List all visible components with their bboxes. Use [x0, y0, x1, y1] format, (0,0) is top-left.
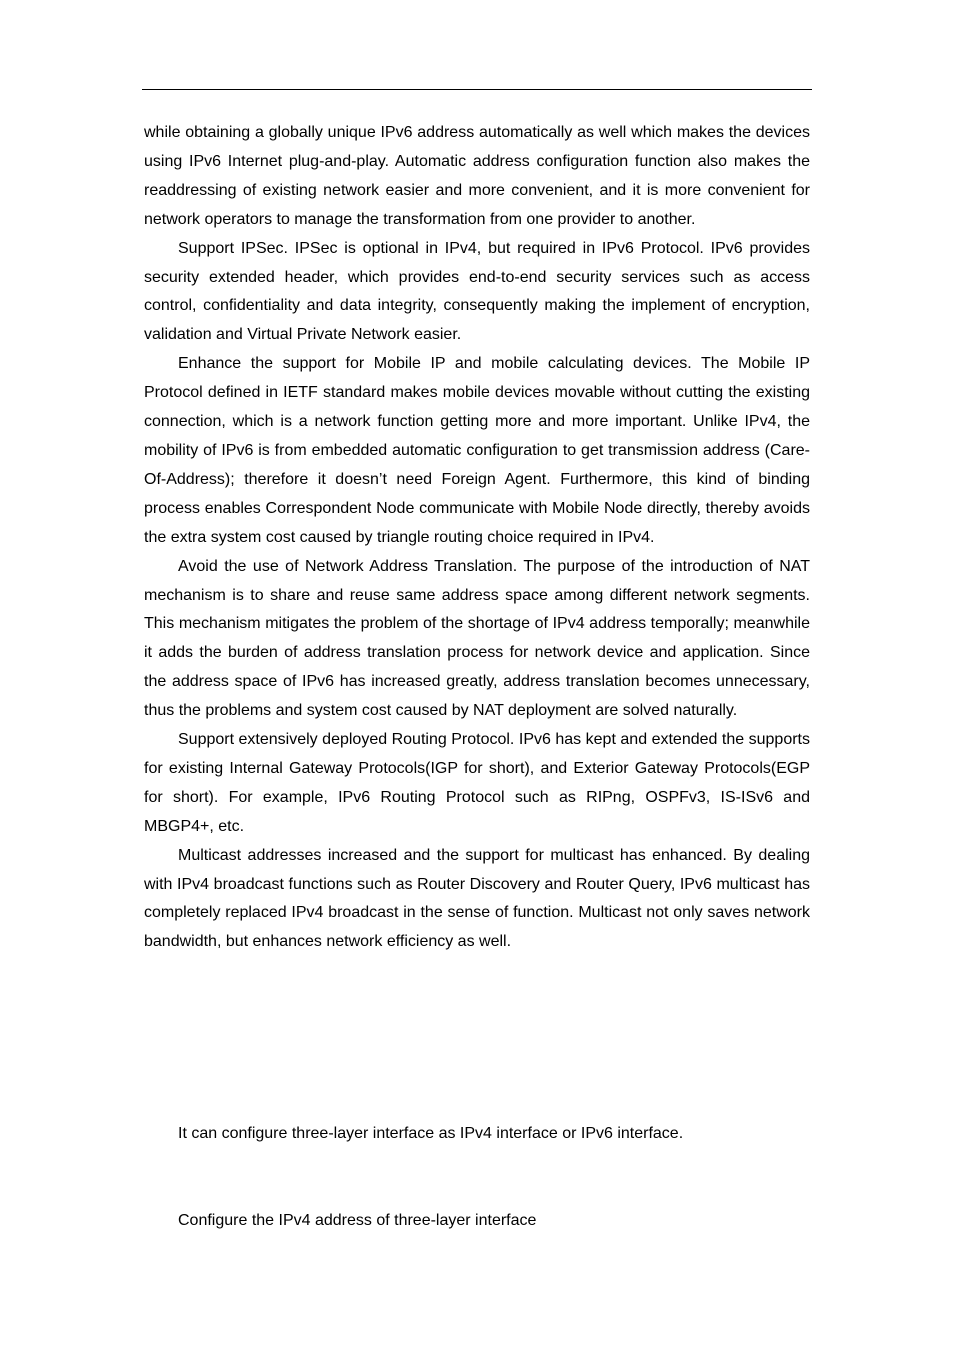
- ipv4-config-heading: Configure the IPv4 address of three-layer interface: [178, 1212, 537, 1229]
- paragraph-nat: Avoid the use of Network Address Translation. The purpose of the introduction of NAT mechanism is to share and reuse same address space among different network segments. This mechanism mitigates the problem of the shortage of IPv4 address temporally; meanwhile it adds the burden of address translation process for network device and application. Since the address space of IPv6 has increased greatly, address translation becomes unnecessary, thus the problems and system cost caused by NAT deployment are solved naturally.: [144, 557, 810, 720]
- paragraph-mobile-ip: Enhance the support for Mobile IP and mobile calculating devices. The Mobile IP Protocol defined in IETF standard makes mobile devices movable without cutting the existing connection, which is a network function getting more and more important. Unlike IPv4, the mobility of IPv6 is from embedded automatic configuration to get transmission address (Care-Of-Address); therefore it doesn’t need Foreign Agent. Furthermore, this kind of binding process enables Correspondent Node communicate with Mobile Node directly, thereby avoids the extra system cost caused by triangle routing choice required in IPv4.: [144, 355, 810, 546]
- body-text: [144, 119, 810, 957]
- header-rule: [142, 89, 812, 90]
- paragraph-routing-protocol: Support extensively deployed Routing Protocol. IPv6 has kept and extended the supports for existing Internal Gateway Protocols(IGP for short), and Exterior Gateway Protocols(EGP for short). For example, IPv6 Routing Protocol such as RIPng, OSPFv3, IS-ISv6 and MBGP4+, etc.: [144, 731, 810, 835]
- paragraph-multicast: Multicast addresses increased and the support for multicast has enhanced. By dealing with IPv4 broadcast functions such as Router Discovery and Router Query, IPv6 multicast has completely replaced IPv4 broadcast in the sense of function. Multicast not only saves network bandwidth, but enhances network efficiency as well.: [144, 846, 810, 951]
- interface-intro-text: It can configure three-layer interface as IPv4 interface or IPv6 interface.: [178, 1125, 684, 1142]
- paragraph-ipsec: Support IPSec. IPSec is optional in IPv4, but required in IPv6 Protocol. IPv6 provides security extended header, which provides end-to-end security services such as access control, confidentiality and data integrity, consequently making the implement of encryption, validation and Virtual Private Network easier.: [144, 239, 810, 344]
- paragraph-autoconfig-continued: while obtaining a globally unique IPv6 address automatically as well which makes the devices using IPv6 Internet plug-and-play. Automatic address configuration function also makes the readdressing of existing network easier and more convenient, and it is more convenient for network operators to manage the transformation from one provider to another.: [144, 124, 810, 228]
